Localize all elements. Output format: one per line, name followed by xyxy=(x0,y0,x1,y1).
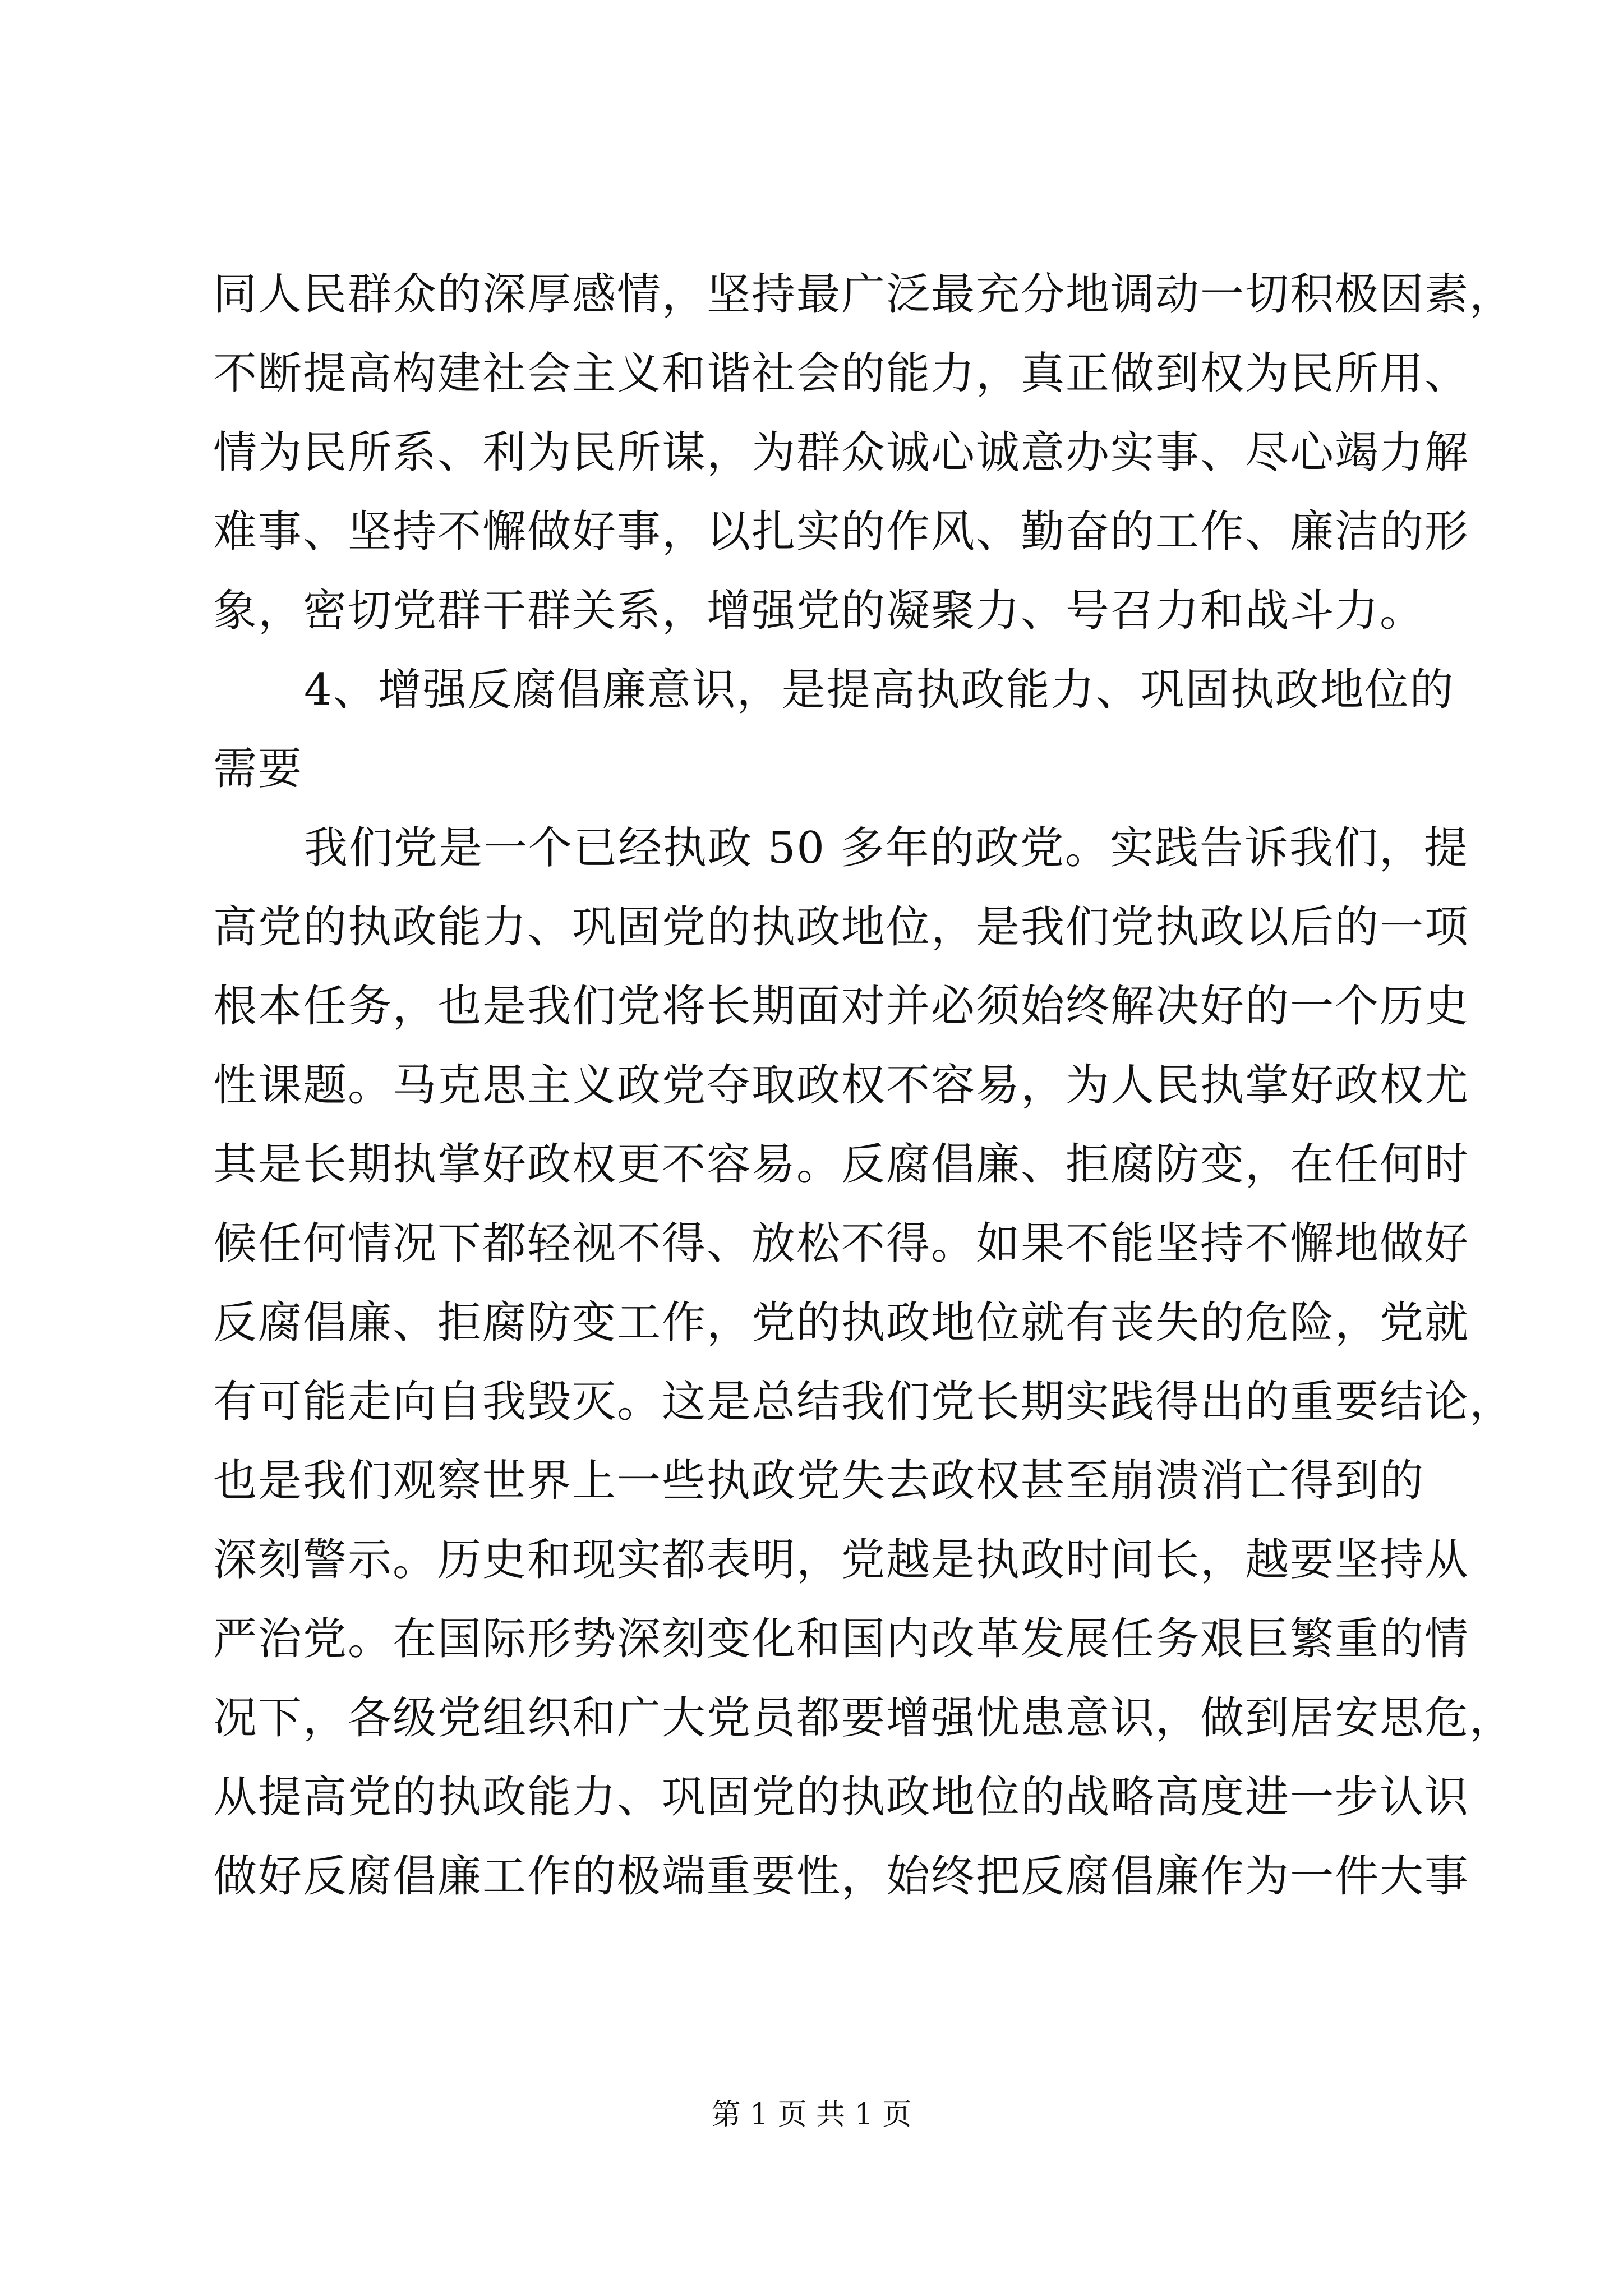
text-line-20: 从提高党的执政能力、巩固党的执政地位的战略高度进一步认识 xyxy=(213,1772,1470,1823)
text-line-12: 其是长期执掌好政权更不容易。反腐倡廉、拒腐防变，在任何时 xyxy=(213,1139,1470,1190)
text-line-5: 象，密切党群干群关系，增强党的凝聚力、号召力和战斗力。 xyxy=(213,586,1425,636)
text-line-8: 我们党是一个已经执政 50 多年的政党。实践告诉我们，提 xyxy=(304,823,1469,873)
page-number-label: 第 1 页 共 1 页 xyxy=(711,2098,912,2132)
text-line-21: 做好反腐倡廉工作的极端重要性，始终把反腐倡廉作为一件大事 xyxy=(213,1851,1470,1902)
text-line-10: 根本任务，也是我们党将长期面对并必须始终解决好的一个历史 xyxy=(213,981,1470,1032)
text-line-9: 高党的执政能力、巩固党的执政地位，是我们党执政以后的一项 xyxy=(213,902,1470,953)
page-footer xyxy=(0,2098,1623,2132)
text-line-18: 严治党。在国际形势深刻变化和国内改革发展任务艰巨繁重的情 xyxy=(213,1614,1470,1664)
text-line-11: 性课题。马克思主义政党夺取政权不容易，为人民执掌好政权尤 xyxy=(213,1060,1470,1111)
text-line-3: 情为民所系、利为民所谋，为群众诚心诚意办实事、尽心竭力解 xyxy=(213,427,1470,478)
text-line-1: 同人民群众的深厚感情，坚持最广泛最充分地调动一切积极因素， xyxy=(213,269,1515,320)
document-body xyxy=(213,255,1515,1916)
section-heading-line-1: 4、增强反腐倡廉意识，是提高执政能力、巩固执政地位的 xyxy=(304,665,1455,715)
text-line-17: 深刻警示。历史和现实都表明，党越是执政时间长，越要坚持从 xyxy=(213,1535,1470,1585)
text-line-13: 候任何情况下都轻视不得、放松不得。如果不能坚持不懈地做好 xyxy=(213,1218,1470,1269)
text-line-16: 也是我们观察世界上一些执政党失去政权甚至崩溃消亡得到的 xyxy=(213,1456,1425,1506)
section-heading-line-2: 需要 xyxy=(213,744,303,794)
text-line-14: 反腐倡廉、拒腐防变工作，党的执政地位就有丧失的危险，党就 xyxy=(213,1297,1470,1348)
text-line-15: 有可能走向自我毁灭。这是总结我们党长期实践得出的重要结论， xyxy=(213,1377,1515,1427)
text-line-2: 不断提高构建社会主义和谐社会的能力，真正做到权为民所用、 xyxy=(213,348,1470,399)
text-line-4: 难事、坚持不懈做好事，以扎实的作风、勤奋的工作、廉洁的形 xyxy=(213,507,1470,557)
text-line-19: 况下，各级党组织和广大党员都要增强忧患意识，做到居安思危， xyxy=(213,1693,1515,1743)
